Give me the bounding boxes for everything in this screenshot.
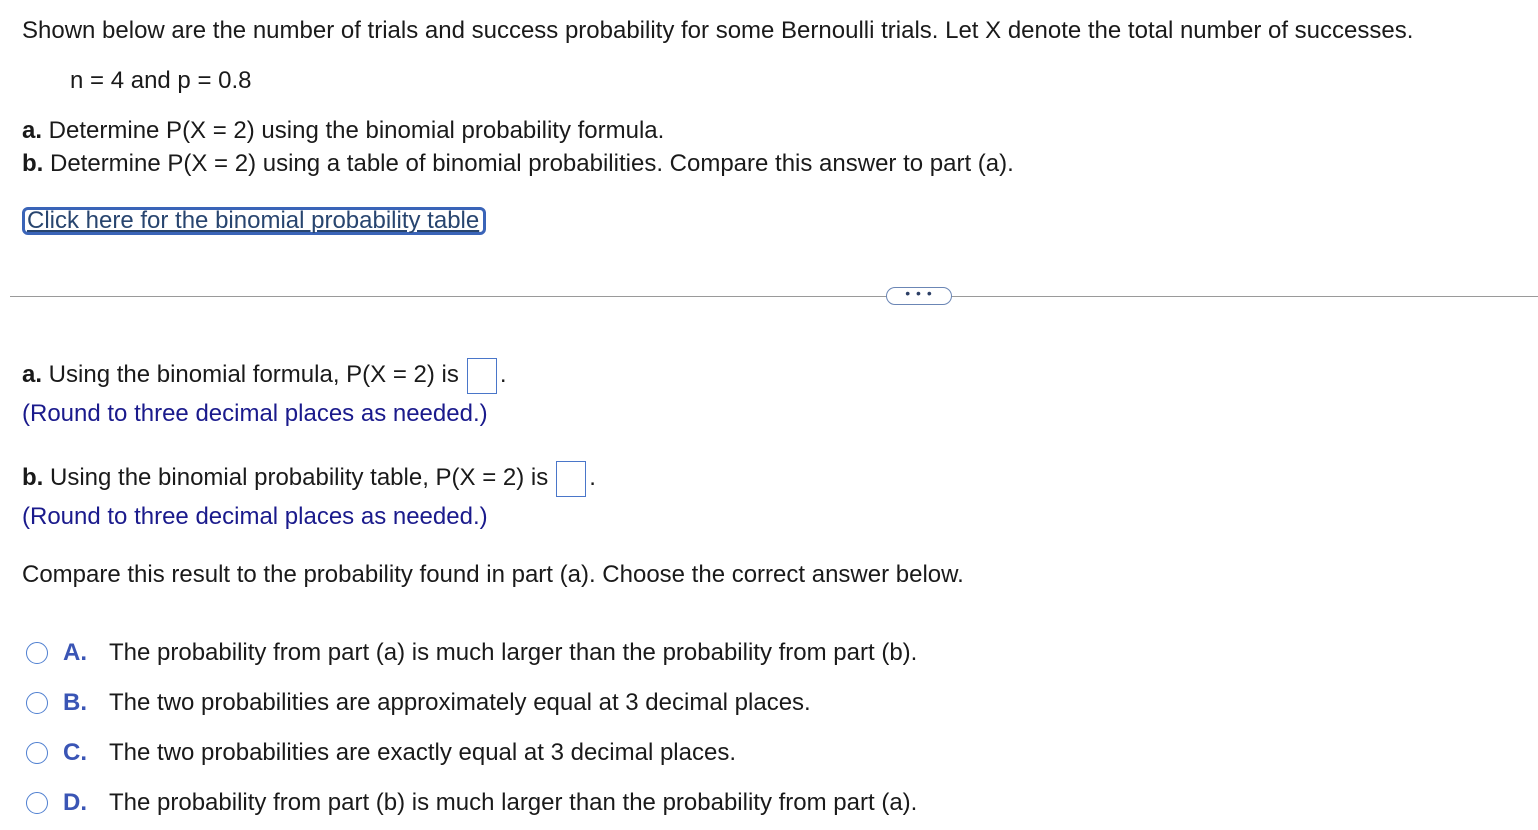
part-b-instruction: [22, 150, 1014, 178]
option-a-radio[interactable]: [26, 642, 48, 664]
option-b[interactable]: [26, 687, 811, 719]
part-a-instruction-label: a.: [22, 117, 43, 144]
answer-b-label: b.: [22, 464, 44, 491]
binomial-table-link[interactable]: Click here for the binomial probability table: [22, 207, 486, 235]
option-c-text: The two probabilities are exactly equal at 3 decimal places.: [109, 739, 736, 766]
option-a-text: The probability from part (a) is much larger than the probability from part (b).: [109, 639, 918, 666]
option-d-text: The probability from part (b) is much larger than the probability from part (a).: [109, 789, 918, 816]
question-intro: Shown below are the number of trials and success probability for some Bernoulli trials. Let X denote the total number of successes.: [22, 17, 1414, 44]
answer-b-hint: (Round to three decimal places as needed.): [22, 503, 488, 530]
answer-a-label: a.: [22, 361, 43, 388]
answer-b-input[interactable]: [556, 461, 586, 497]
option-d-radio[interactable]: [26, 792, 48, 814]
part-b-instruction-text: Determine P(X = 2) using a table of binomial probabilities. Compare this answer to part (a).: [43, 150, 1014, 177]
part-b-instruction-label: b.: [22, 150, 44, 177]
option-b-text: The two probabilities are approximately equal at 3 decimal places.: [109, 689, 811, 716]
part-a-instruction: [22, 117, 664, 145]
answer-a-hint: (Round to three decimal places as needed.): [22, 400, 488, 427]
given-parameters: n = 4 and p = 0.8: [70, 67, 252, 94]
answer-a-text: Using the binomial formula, P(X = 2) is: [42, 361, 459, 388]
option-a-letter: A.: [63, 639, 87, 666]
more-options-button[interactable]: • • •: [886, 287, 952, 305]
option-b-radio[interactable]: [26, 692, 48, 714]
option-d[interactable]: [26, 787, 917, 819]
option-d-letter: D.: [63, 789, 87, 816]
option-b-letter: B.: [63, 689, 87, 716]
section-divider: [10, 296, 1538, 297]
answer-a-period: .: [499, 361, 507, 388]
option-c-radio[interactable]: [26, 742, 48, 764]
answer-b-period: .: [589, 464, 596, 491]
option-a[interactable]: [26, 637, 917, 669]
part-a-instruction-text: Determine P(X = 2) using the binomial probability formula.: [42, 117, 665, 144]
answer-b-text: Using the binomial probability table, P(X = 2) is: [43, 464, 549, 491]
option-c-letter: C.: [63, 739, 87, 766]
answer-a-row: [22, 355, 507, 395]
compare-prompt: Compare this result to the probability found in part (a). Choose the correct answer below.: [22, 561, 964, 588]
answer-a-input[interactable]: [467, 358, 497, 394]
option-c[interactable]: [26, 737, 736, 769]
answer-b-row: [22, 458, 596, 498]
